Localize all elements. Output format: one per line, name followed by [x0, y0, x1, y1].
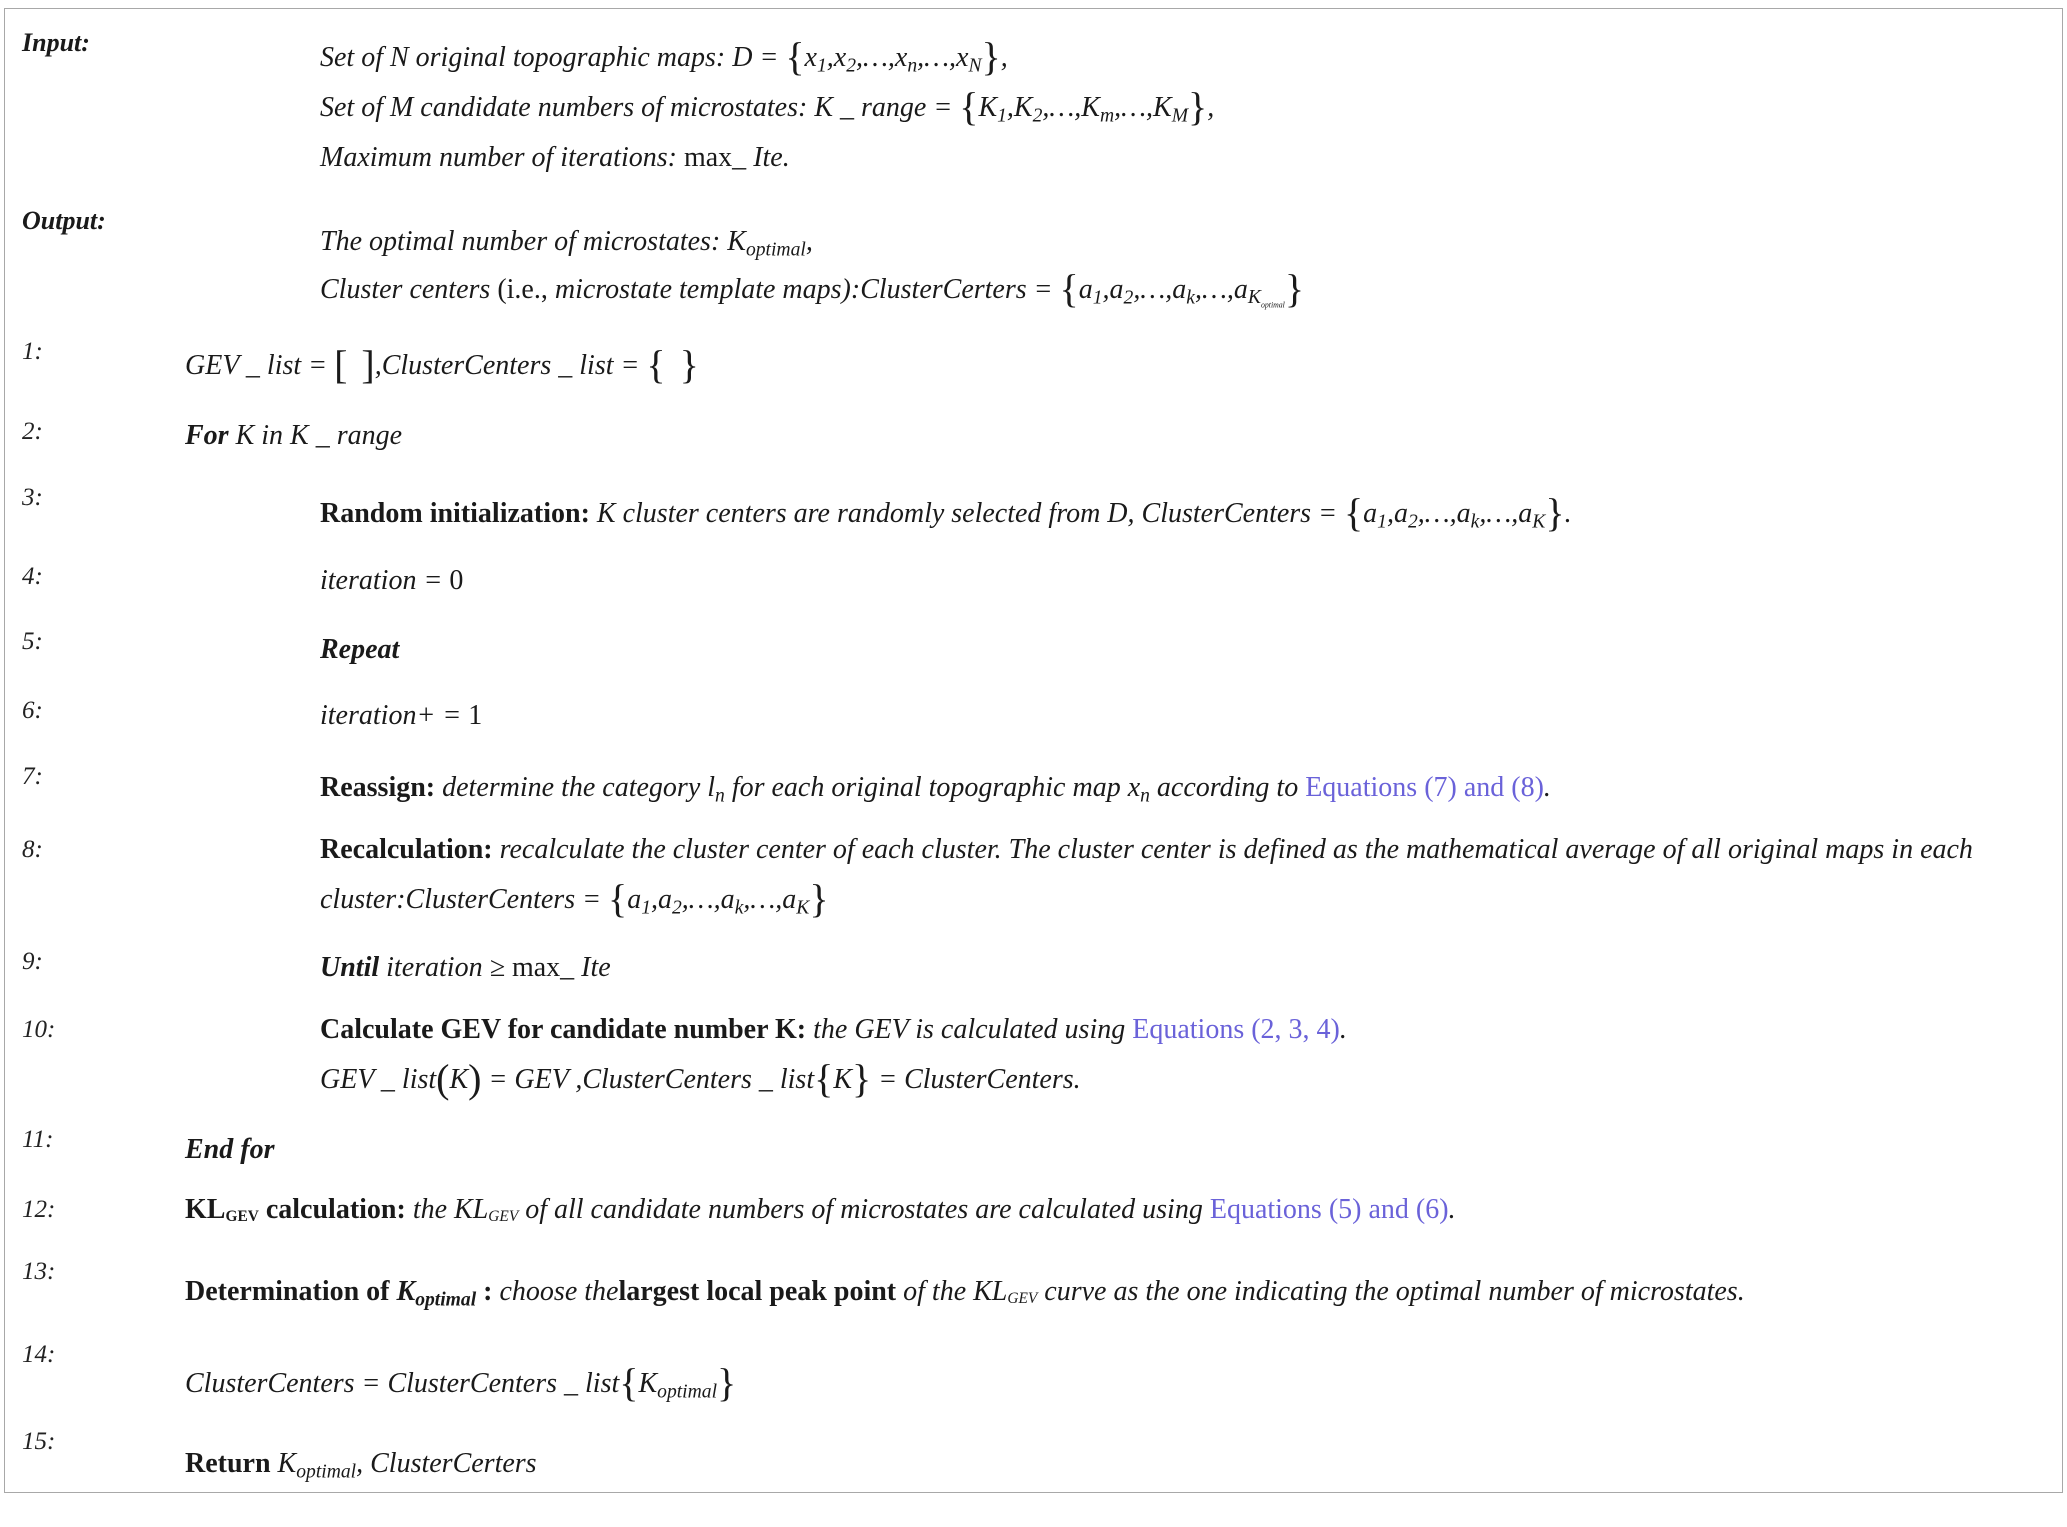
step-1-text: GEV _ list = [ ],ClusterCenters _ list = { }: [185, 342, 699, 387]
step-number: 3:: [22, 484, 43, 511]
output-line-1: The optimal number of microstates: $K_{optimal}$,: [320, 226, 813, 261]
step-10-text-2: GEV _ list(K) = GEV ,ClusterCenters _ list{K} = ClusterCenters.: [320, 1056, 1081, 1101]
step-8-text-2: cluster:ClusterCenters = $\{a_1,a_2,\dots,a_k,\dots,a_K\}$: [320, 876, 829, 921]
step-8-text: Recalculation: recalculate the cluster center of each cluster. The cluster center is defined as the mathematical average of all original maps in each: [320, 834, 1973, 865]
output-line-2: Cluster centers (i.e., microstate template maps):ClusterCerters = $\{a_1,a_2,\dots,a_k,\dots,a_{K_{optimal}}\}$: [320, 266, 1305, 311]
step-number: 5:: [22, 628, 43, 655]
step-9-text: Until iteration ≥ max_ Ite: [320, 952, 611, 983]
step-11-text: End for: [185, 1134, 275, 1165]
step-number: 11:: [22, 1126, 54, 1153]
input-line-2: Set of M candidate numbers of microstates: K _ range = $\{K_1,K_2,\dots,K_m,\dots,K_M\}$,: [320, 84, 1215, 129]
step-number: 14:: [22, 1341, 56, 1368]
input-line-3: Maximum number of iterations: max_ Ite.: [320, 142, 790, 173]
step-number: 1:: [22, 338, 43, 365]
step-number: 2:: [22, 418, 43, 445]
input-line-1: Set of N original topographic maps: $D = \{x_1,x_2,\dots,x_n,\dots,x_N\}$,: [320, 34, 1008, 79]
step-number: 9:: [22, 948, 43, 975]
equation-link[interactable]: Equations (2, 3, 4): [1132, 1014, 1340, 1045]
equation-link[interactable]: Equations (5) and (6): [1209, 1194, 1449, 1225]
output-label: Output:: [22, 206, 106, 235]
step-number: 15:: [22, 1428, 56, 1455]
step-6-text: iteration+ = 1: [320, 700, 483, 731]
step-4-text: iteration = 0: [320, 565, 464, 596]
step-number: 8:: [22, 836, 43, 863]
step-3-text: Random initialization: K cluster centers are randomly selected from D, ClusterCenters = $\{a_1,a_2,\dots,a_k,\dots,a_K\}$.: [320, 490, 1572, 535]
input-label: Input:: [22, 28, 90, 57]
step-10-text: Calculate GEV for candidate number K: the GEV is calculated using Equations (2, 3, 4).: [320, 1014, 1347, 1045]
step-15-text: Return $K_{optimal}$, ClusterCerters: [185, 1448, 537, 1483]
equation-link[interactable]: Equations (7) and (8): [1305, 772, 1544, 803]
step-2-text: For K in K _ range: [185, 420, 403, 451]
step-number: 6:: [22, 697, 43, 724]
step-number: 13:: [22, 1258, 56, 1285]
step-13-text: Determination of $K_{optimal}$ : choose thelargest local peak point of the $KL_{GEV}$ curve as the one indicating the optimal number of microstates.: [185, 1276, 1745, 1311]
step-number: 7:: [22, 763, 43, 790]
step-number: 10:: [22, 1016, 56, 1043]
step-number: 4:: [22, 563, 43, 590]
algorithm-box: [4, 8, 2063, 1493]
step-number: 12:: [22, 1196, 56, 1223]
step-7-text: Reassign: determine the category $l_n$ for each original topographic map $x_n$ according to Equations (7) and (8).: [320, 772, 1551, 807]
step-12-text: $KL_{GEV}$ calculation: the $KL_{GEV}$ of all candidate numbers of microstates are calculated using Equations (5) and (6).: [185, 1194, 1456, 1226]
step-5-text: Repeat: [320, 634, 400, 665]
step-14-text: ClusterCenters = ClusterCenters _ $list\{K_{optimal}\}$: [185, 1360, 737, 1405]
